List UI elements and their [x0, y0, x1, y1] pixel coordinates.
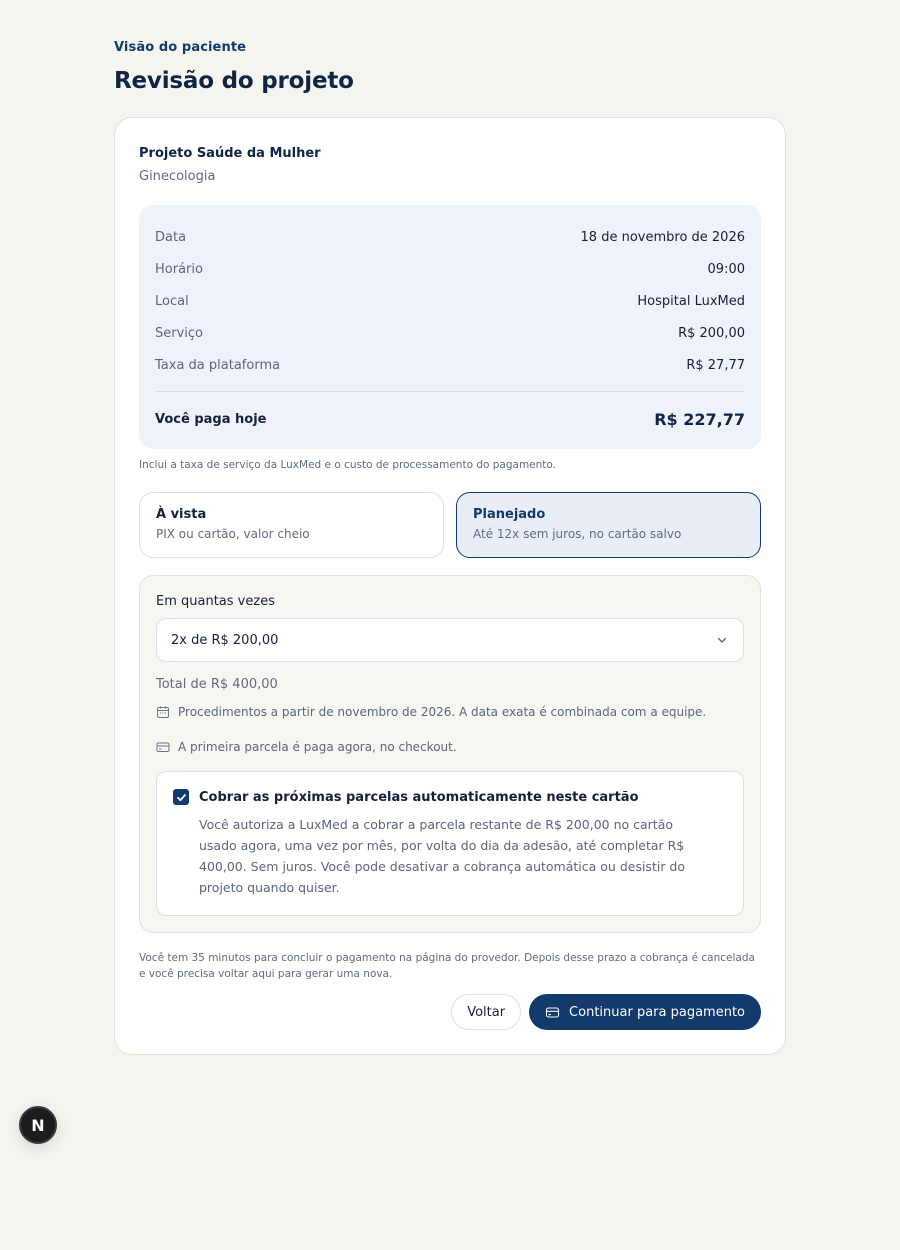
- project-review-page: [114, 40, 786, 1055]
- dev-badge-letter: N: [31, 1115, 45, 1135]
- summary-total-row: [155, 406, 745, 432]
- summary-row-service: [155, 317, 745, 349]
- summary-value: 09:00: [707, 261, 745, 277]
- time-limit-note: Você tem 35 minutos para concluir o pagamento na página do provedor. Depois desse prazo a cobrança é cancelada e você precisa voltar aqui para gerar uma nova.: [139, 952, 755, 980]
- installments-select[interactable]: [156, 618, 744, 662]
- action-bar: [139, 994, 761, 1030]
- auto-charge-title: Cobrar as próximas parcelas automaticamente neste cartão: [199, 789, 639, 805]
- installments-selected-value: 2x de R$ 200,00: [171, 632, 279, 648]
- fee-note: Inclui a taxa de serviço da LuxMed e o custo de processamento do pagamento.: [139, 459, 556, 471]
- summary-label: Serviço: [155, 325, 204, 341]
- option-subtitle: PIX ou cartão, valor cheio: [156, 527, 310, 541]
- auto-charge-description: Você autoriza a LuxMed a cobrar a parcela restante de R$ 200,00 no cartão usado agora, uma vez por mês, por volta do dia da adesão, até completar R$ 400,00. Sem juros. Você pode desativar a cobrança automática ou desistir do projeto quando quiser.: [199, 817, 686, 895]
- option-planned[interactable]: [456, 492, 761, 558]
- option-title: Planejado: [473, 507, 546, 522]
- summary-row-time: [155, 253, 745, 285]
- summary-divider: [155, 391, 745, 392]
- summary-label: Taxa da plataforma: [155, 357, 281, 373]
- continue-button-label: Continuar para pagamento: [569, 1004, 745, 1020]
- eyebrow-label: Visão do paciente: [114, 40, 247, 55]
- credit-card-icon: [156, 740, 170, 754]
- total-value: R$ 227,77: [654, 409, 745, 429]
- dev-tools-badge[interactable]: [19, 1106, 57, 1144]
- summary-value: 18 de novembro de 2026: [580, 229, 745, 245]
- summary-label: Local: [155, 293, 189, 309]
- summary-value: R$ 27,77: [686, 357, 745, 373]
- option-title: À vista: [156, 507, 207, 522]
- chevron-down-icon: [715, 633, 729, 647]
- back-button[interactable]: Voltar: [451, 994, 521, 1030]
- info-first-installment: [156, 740, 744, 754]
- auto-charge-box: [156, 771, 744, 916]
- auto-charge-header: [173, 789, 727, 805]
- calendar-icon: [156, 705, 170, 719]
- project-name: Projeto Saúde da Mulher: [139, 146, 321, 161]
- installments-label: Em quantas vezes: [156, 594, 275, 609]
- summary-row-location: [155, 285, 745, 317]
- option-cash[interactable]: [139, 492, 444, 558]
- total-label: Você paga hoje: [155, 411, 267, 427]
- continue-to-payment-button[interactable]: [529, 994, 761, 1030]
- summary-value: R$ 200,00: [678, 325, 745, 341]
- info-schedule-text: Procedimentos a partir de novembro de 2026. A data exata é combinada com a equipe.: [178, 705, 707, 719]
- info-first-text: A primeira parcela é paga agora, no checkout.: [178, 740, 457, 754]
- review-card: [114, 117, 786, 1055]
- payment-options: [139, 492, 761, 558]
- summary-label: Horário: [155, 261, 203, 277]
- auto-charge-checkbox[interactable]: [173, 789, 189, 805]
- summary-label: Data: [155, 229, 187, 245]
- option-subtitle: Até 12x sem juros, no cartão salvo: [473, 527, 682, 541]
- summary-row-platform-fee: [155, 349, 745, 381]
- info-schedule: [156, 705, 744, 719]
- summary-row-date: [155, 221, 745, 253]
- payment-summary: [139, 205, 761, 449]
- installments-panel: [139, 575, 761, 933]
- page-title: Revisão do projeto: [114, 68, 354, 94]
- check-icon: [176, 792, 187, 803]
- installments-total: Total de R$ 400,00: [156, 677, 278, 692]
- summary-value: Hospital LuxMed: [637, 293, 745, 309]
- project-specialty: Ginecologia: [139, 169, 216, 184]
- credit-card-icon: [545, 1005, 560, 1020]
